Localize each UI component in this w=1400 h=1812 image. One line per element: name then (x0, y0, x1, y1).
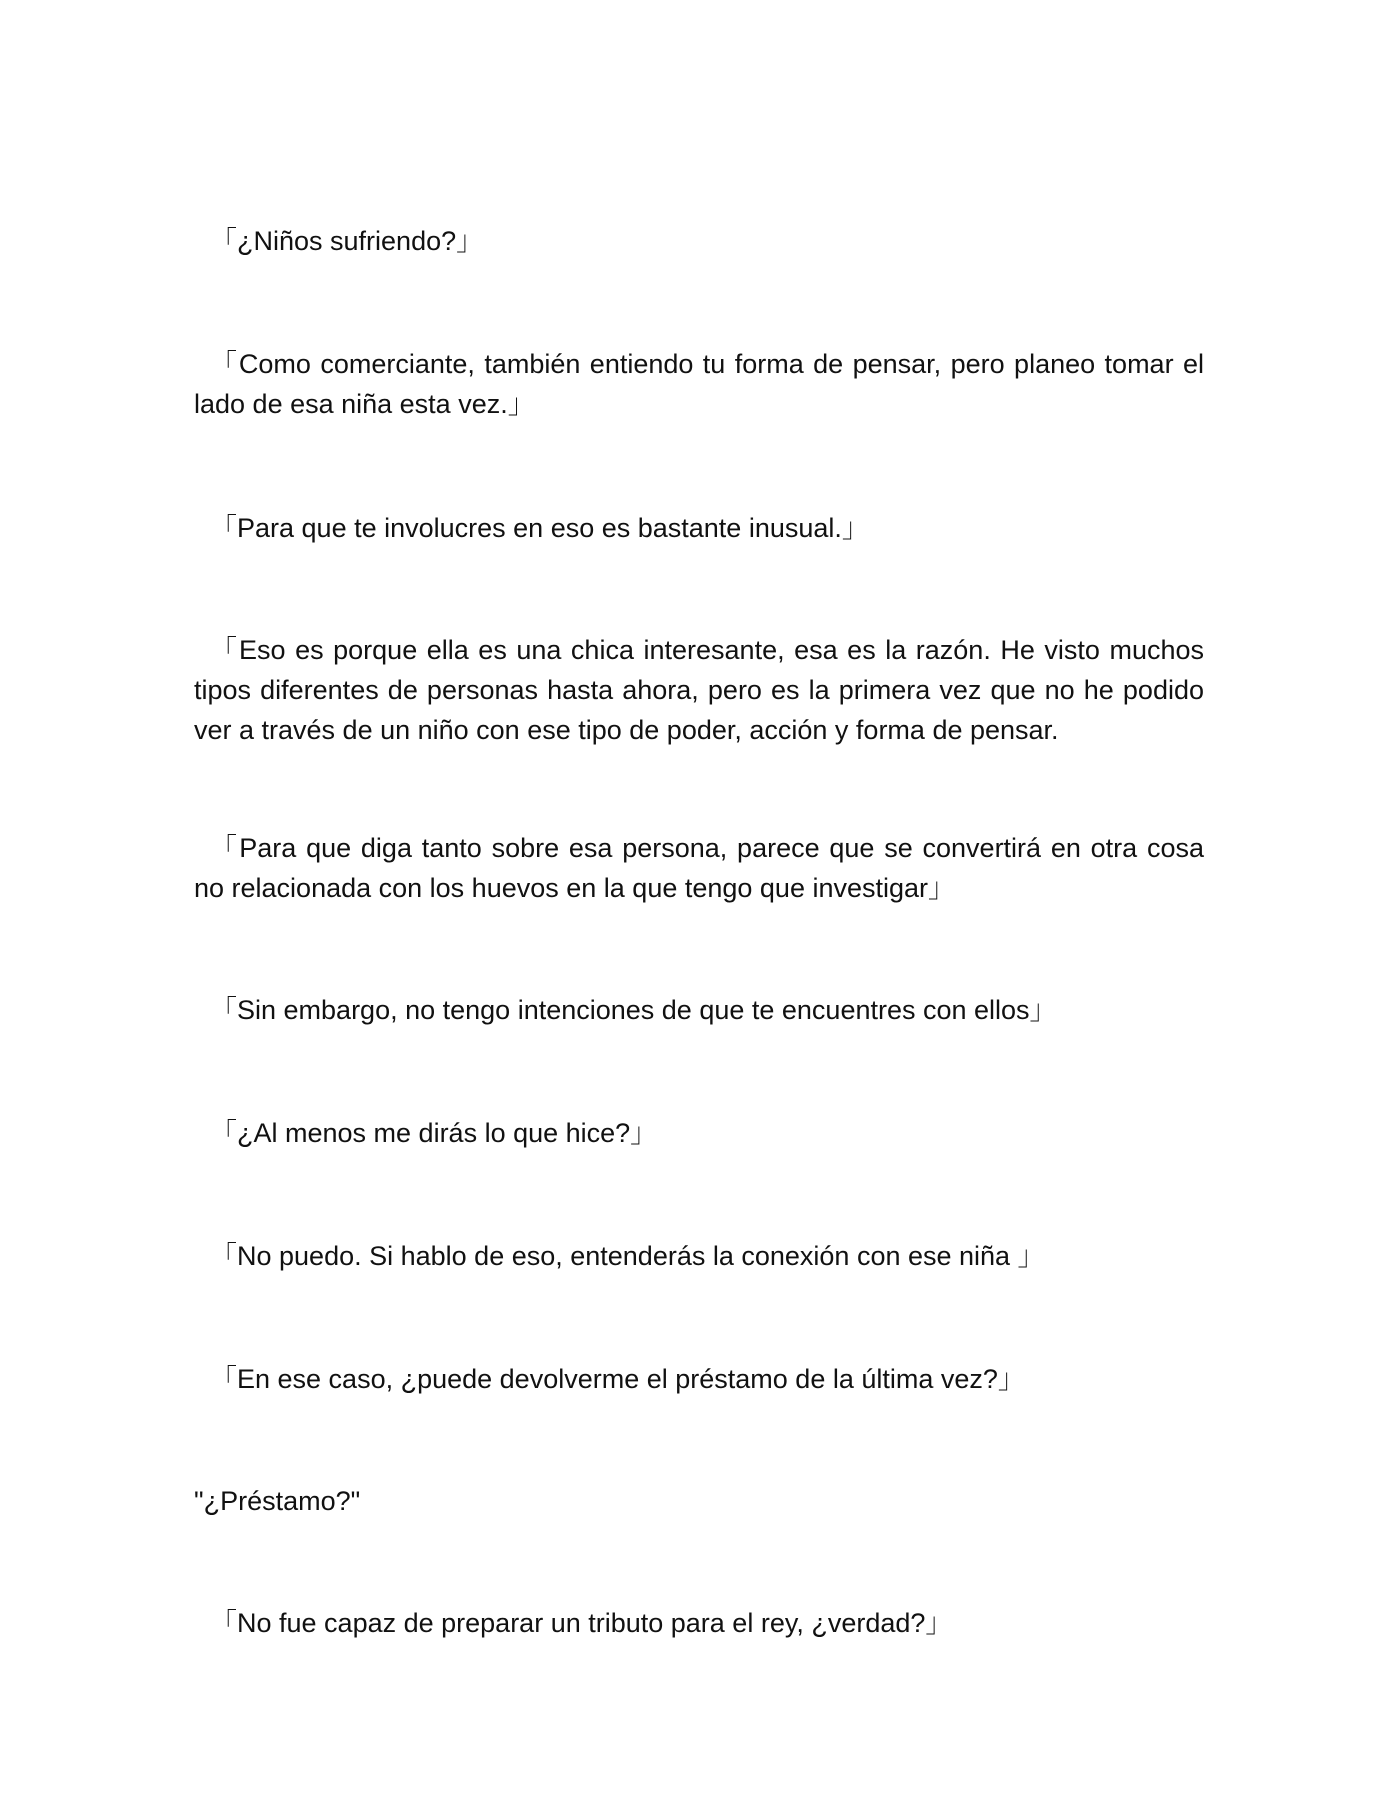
dialogue-paragraph-5: 「Para que diga tanto sobre esa persona, parece que se convertirá en otra cosa no relacionada con los huevos en la que tengo que investigar」 (194, 833, 1204, 903)
dialogue-paragraph-10: "¿Préstamo?" (194, 1486, 361, 1516)
dialogue-paragraph-6: 「Sin embargo, no tengo intenciones de que te encuentres con ellos」 (210, 995, 1057, 1025)
dialogue-paragraph-1: 「¿Niños sufriendo?」 (210, 226, 484, 256)
dialogue-paragraph-7: 「¿Al menos me dirás lo que hice?」 (210, 1118, 658, 1148)
dialogue-paragraph-3: 「Para que te involucres en eso es bastante inusual.」 (210, 513, 869, 543)
dialogue-paragraph-4: 「Eso es porque ella es una chica interesante, esa es la razón. He visto muchos tipos diferentes de personas hasta ahora, pero es la primera vez que no he podido ver a través de un niño con ese tipo de poder, acción y forma de pensar. (194, 635, 1204, 745)
dialogue-paragraph-11: 「No fue capaz de preparar un tributo para el rey, ¿verdad?」 (210, 1608, 953, 1638)
dialogue-paragraph-9: 「En ese caso, ¿puede devolverme el préstamo de la última vez?」 (210, 1364, 1025, 1394)
dialogue-paragraph-8: 「No puedo. Si hablo de eso, entenderás la conexión con ese niña 」 (210, 1241, 1045, 1271)
dialogue-paragraph-2: 「Como comerciante, también entiendo tu forma de pensar, pero planeo tomar el lado de esa niña esta vez.」 (194, 349, 1204, 419)
